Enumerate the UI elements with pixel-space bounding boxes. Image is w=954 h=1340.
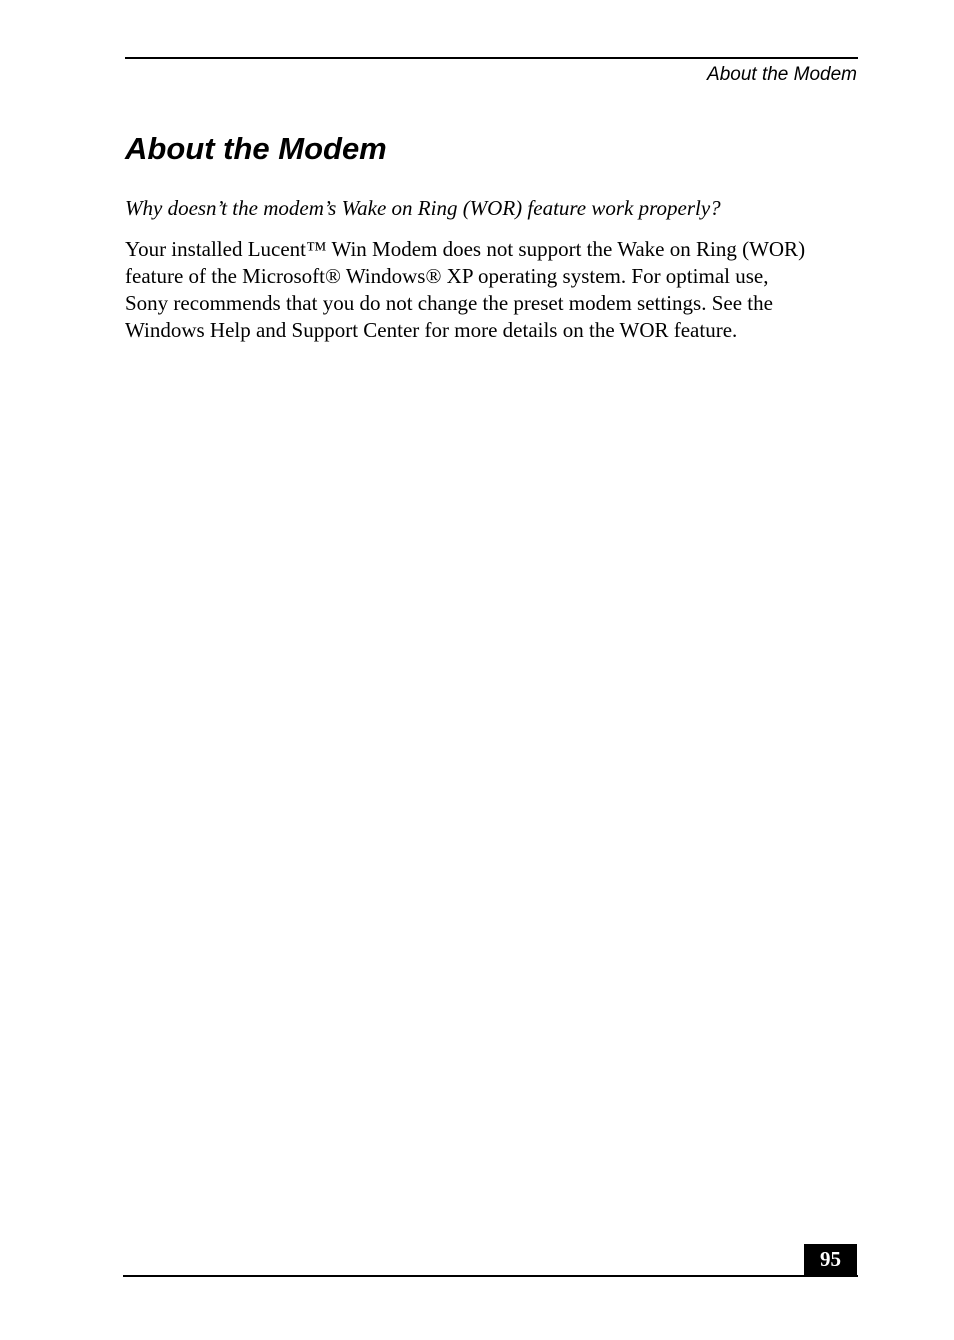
page-number: 95: [804, 1244, 857, 1276]
section-title: About the Modem: [125, 131, 387, 166]
faq-question: Why doesn’t the modem’s Wake on Ring (WOR) feature work properly?: [125, 196, 721, 220]
faq-answer: [125, 236, 865, 344]
footer-rule: [123, 1275, 858, 1277]
answer-line: Sony recommends that you do not change the preset modem settings. See the: [125, 291, 773, 315]
answer-line: Windows Help and Support Center for more details on the WOR feature.: [125, 318, 738, 342]
answer-line: feature of the Microsoft® Windows® XP operating system. For optimal use,: [125, 264, 769, 288]
running-header: About the Modem: [707, 64, 857, 85]
answer-line: Your installed Lucent™ Win Modem does not support the Wake on Ring (WOR): [125, 237, 806, 261]
header-rule: [125, 57, 858, 59]
